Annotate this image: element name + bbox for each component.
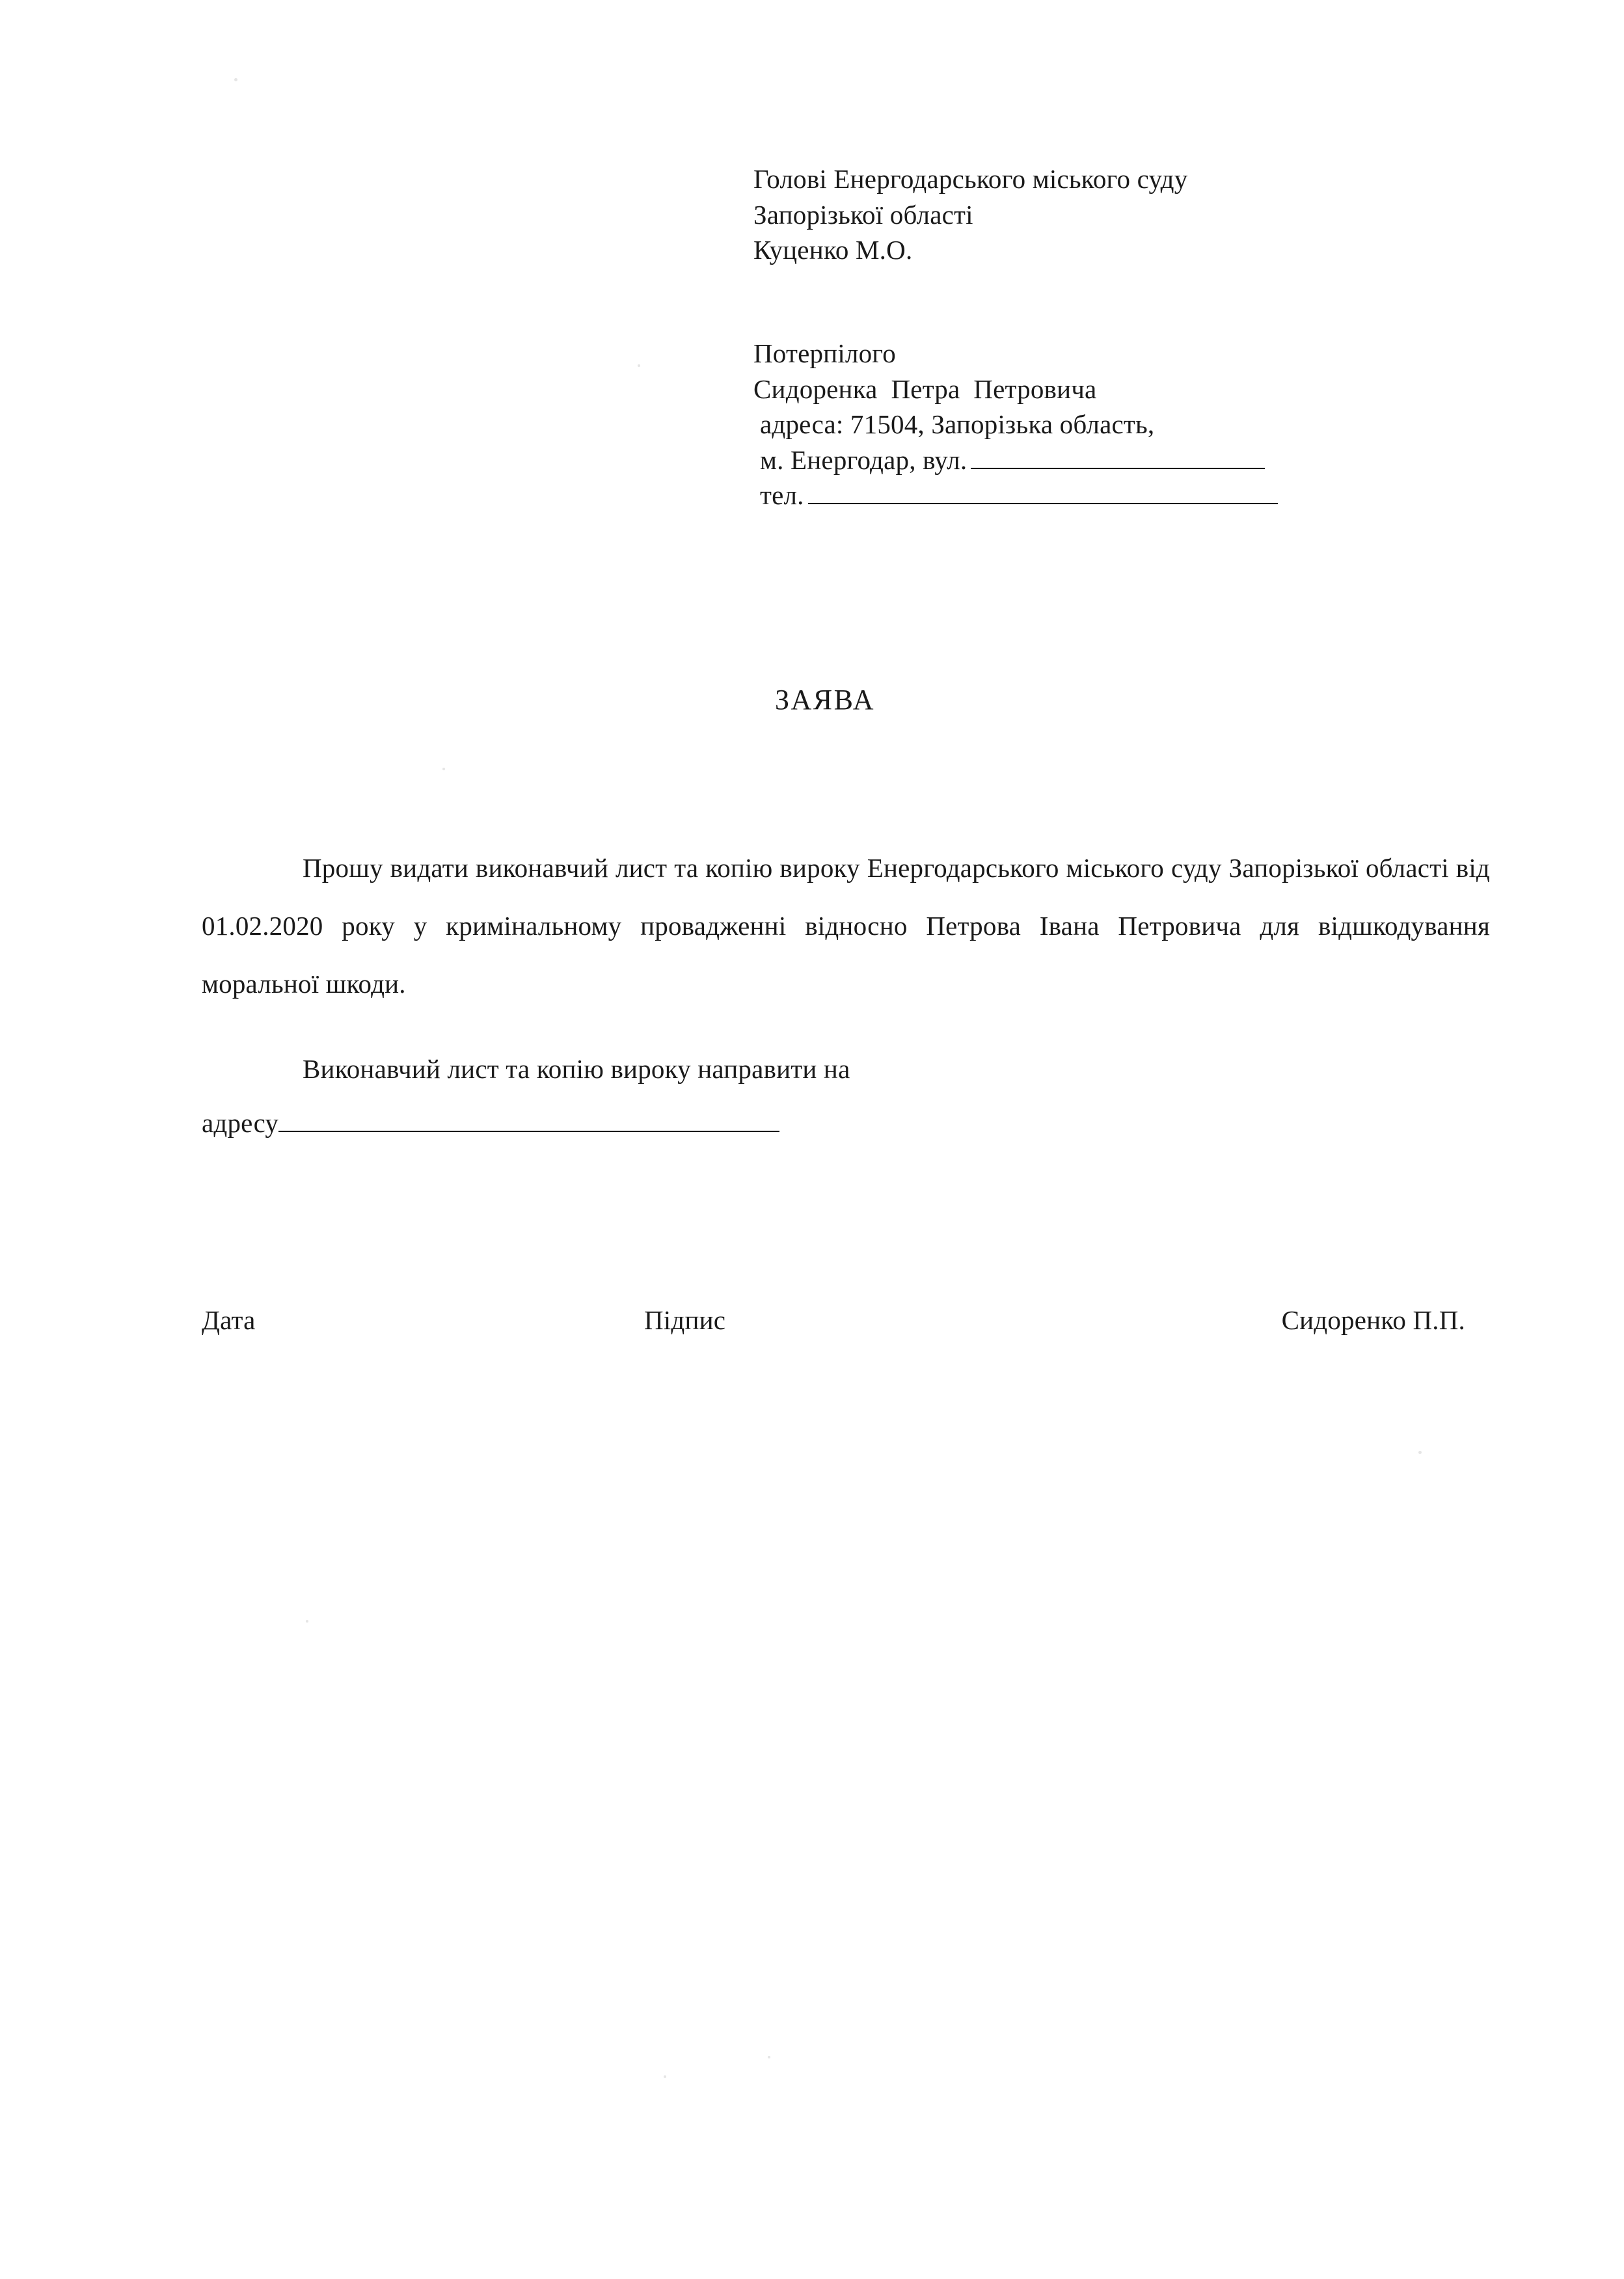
applicant-phone-label: тел. — [760, 480, 804, 511]
applicant-block — [753, 336, 1482, 513]
applicant-role: Потерпілого — [753, 338, 896, 368]
street-blank-field[interactable] — [971, 445, 1265, 469]
signer-name: Сидоренко П.П. — [1281, 1305, 1465, 1335]
addressee-line-judge: Куценко М.О. — [753, 235, 913, 265]
applicant-street-label: м. Енергодар, вул. — [760, 444, 968, 475]
scan-speck — [442, 768, 445, 770]
scan-speck — [664, 2075, 666, 2078]
page-title — [0, 683, 1624, 716]
paragraph-delivery — [202, 1040, 1490, 1152]
scan-speck — [768, 2056, 770, 2058]
paragraph-request-line-4: моральної шкоди. — [202, 968, 406, 999]
scan-speck — [306, 1620, 308, 1623]
delivery-address-label: адресу — [202, 1107, 279, 1138]
addressee-line-region: Запорізької області — [753, 199, 973, 230]
scan-speck — [234, 78, 237, 81]
paragraph-request-line-3: провадженні відносно Петрова Івана Петровича для відшкодування — [640, 910, 1491, 941]
paragraph-delivery-line-1: Виконавчий лист та копію вироку направити на — [303, 1053, 850, 1084]
paragraph-delivery-line-2 — [202, 1094, 1490, 1152]
page-title-text: ЗАЯВА — [774, 684, 876, 716]
applicant-address: адреса: 71504, Запорізька область, — [760, 409, 1155, 440]
signature-label: Підпис — [644, 1305, 726, 1335]
applicant-phone-row — [753, 478, 1482, 513]
phone-blank-field[interactable] — [808, 480, 1278, 504]
addressee-line-court: Голові Енергодарського міського суду — [753, 164, 1188, 194]
scan-speck — [1418, 1451, 1422, 1454]
paragraph-request — [202, 839, 1490, 1013]
signature-row — [202, 1304, 1490, 1336]
date-label: Дата — [202, 1305, 256, 1335]
document-body — [202, 839, 1490, 1152]
addressee-block — [753, 161, 1482, 268]
delivery-address-blank-field[interactable] — [278, 1108, 779, 1132]
paragraph-request-line-1: Прошу видати виконавчий лист та копію вироку Енергодарського — [303, 853, 1059, 883]
paragraph-request-line-2: міського суду Запорізької області від 01.02.2020 року у кримінальному — [202, 853, 1490, 941]
scan-speck — [638, 364, 640, 367]
applicant-name: Сидоренка Петра Петровича — [753, 373, 1097, 404]
applicant-street-row — [753, 442, 1482, 478]
